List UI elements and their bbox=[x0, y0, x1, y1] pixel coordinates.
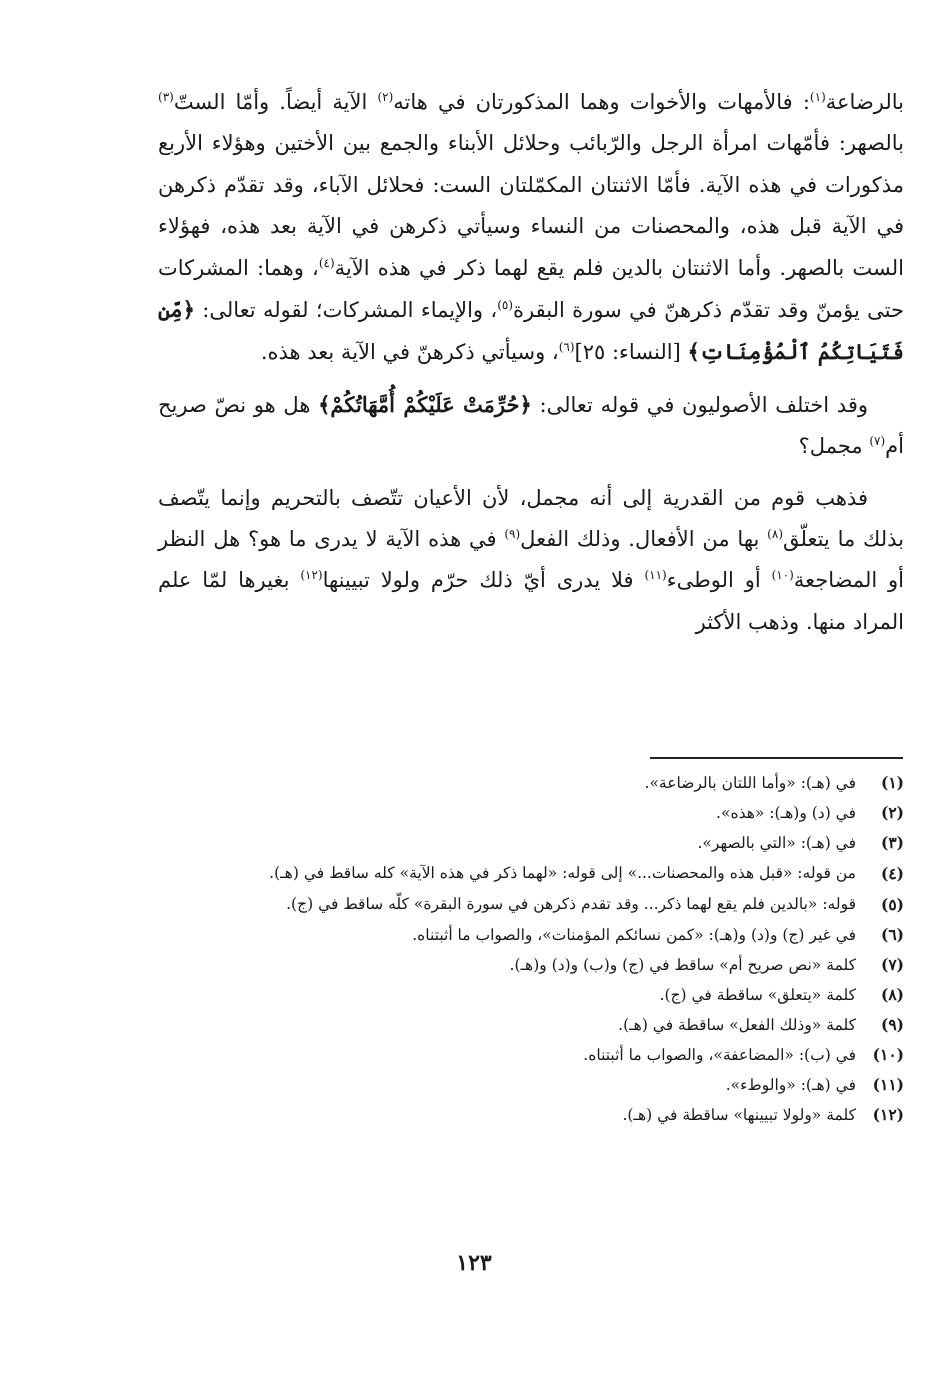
footnote-text: في (هـ): «والوطء». bbox=[725, 1076, 856, 1094]
footnote-number: (٦) bbox=[880, 925, 904, 944]
footnote-text: في غير (ج) و(د) و(هـ): «كمن نسائكم المؤمنات»، والصواب ما أثبتناه. bbox=[412, 926, 856, 944]
footnote-text: كلمة «نص صريح أم» ساقط في (ج) و(ب) و(د) و(هـ). bbox=[509, 956, 856, 974]
footnote-number: (٣) bbox=[880, 833, 904, 852]
page-number: ١٢٣ bbox=[456, 1250, 492, 1276]
footnote-ref: (٨) bbox=[767, 527, 783, 542]
text-run: ، والإيماء المشركات؛ لقوله تعالى: bbox=[194, 298, 498, 323]
footnote-number: (٤) bbox=[880, 864, 904, 883]
text-run: في هذه الآية لا يدرى ما هو؟ هل النظر أو المضاجعة bbox=[158, 527, 905, 593]
footnote-number: (٧) bbox=[880, 955, 904, 974]
footnote-item bbox=[158, 828, 904, 858]
footnote-ref: (٢) bbox=[377, 90, 394, 104]
quran-quote: ﴿مِّن فَتَيَاتِكُمُ ٱلْمُؤْمِنَاتِ﴾ bbox=[158, 297, 904, 365]
text-run: بها من الأفعال. وذلك الفعل bbox=[520, 527, 768, 552]
text-run: فلا يدرى أيّ ذلك حرّم ولولا تبيينها bbox=[322, 568, 645, 593]
footnote-number: (٢) bbox=[880, 803, 904, 822]
text-run: هل هو نصّ صريح أم bbox=[158, 392, 904, 459]
footnote-text: في (ب): «المضاعفة»، والصواب ما أثبتناه. bbox=[583, 1046, 856, 1064]
footnote-ref: (١٠) bbox=[771, 568, 794, 583]
footnote-number: (١٢) bbox=[872, 1105, 904, 1124]
footnote-item bbox=[158, 1040, 904, 1070]
footnote-text: كلمة «يتعلق» ساقطة في (ج). bbox=[659, 986, 856, 1004]
footnote-item bbox=[158, 1010, 904, 1040]
text-run: أو الوطىء bbox=[666, 568, 772, 593]
footnote-ref: (١) bbox=[809, 90, 826, 104]
text-run: ، وسيأتي ذكرهنّ في الآية بعد هذه. bbox=[260, 340, 559, 365]
footnote-ref: (٦) bbox=[558, 340, 575, 355]
text-run: بغيرها لمّا علم المراد منها. وذهب الأكثر bbox=[158, 568, 904, 634]
main-text bbox=[158, 82, 904, 643]
paragraph-3 bbox=[158, 478, 904, 644]
text-run: بالصهر: فأمّهات امرأة الرجل والرّبائب وحلائل الأبناء والجمع بين الأختين وهؤلاء الأربع مذكورات في هذه الآية. فأمّا الاثنتان المكمّلتان الست: فحلائل الآباء، وقد تقدّم ذكرهن في الآية قبل هذه، والمحصنات من النساء وسيأتي ذكرهن في الآية بعد هذه، فهؤلاء الست بالصهر. وأما الاثنتان بالدين فلم يقع لهما ذكر في هذه الآية bbox=[158, 131, 904, 280]
footnote-item bbox=[158, 1100, 904, 1130]
footnote-number: (٨) bbox=[880, 985, 904, 1004]
text-run: بالرضاعة bbox=[825, 90, 904, 114]
footnote-ref: (٥) bbox=[497, 298, 514, 313]
text-run: وقد اختلف الأصوليون في قوله تعالى: bbox=[531, 392, 869, 417]
text-run: الآية أيضاً. وأمّا الستّ bbox=[173, 90, 378, 114]
text-run: [النساء: ٢٥] bbox=[574, 340, 688, 365]
footnote-text: في (د) و(هـ): «هذه». bbox=[716, 804, 856, 822]
footnote-item bbox=[158, 768, 904, 798]
footnote-number: (٩) bbox=[880, 1015, 904, 1034]
footnote-ref: (٩) bbox=[504, 527, 521, 542]
footnote-number: (١٠) bbox=[872, 1045, 904, 1064]
footnote-text: من قوله: «قبل هذه والمحصنات...» إلى قوله: «لهما ذكر في هذه الآية» كله ساقط في (هـ). bbox=[269, 864, 856, 882]
footnote-ref: (٧) bbox=[869, 434, 886, 449]
text-run: : فالأمهات والأخوات وهما المذكورتان في هاته bbox=[393, 90, 810, 114]
text-run: مجمل؟ bbox=[798, 434, 870, 459]
footnotes-list bbox=[158, 768, 904, 1130]
text-run: ، وهما: المشركات حتى يؤمنّ وقد تقدّم ذكرهنّ في سورة البقرة bbox=[158, 255, 904, 323]
footnote-item bbox=[158, 1070, 904, 1100]
footnote-text: قوله: «بالدين فلم يقع لهما ذكر... وقد تقدم ذكرهن في سورة البقرة» كلّه ساقط في (ج). bbox=[286, 895, 856, 913]
footnote-item bbox=[158, 920, 904, 950]
footnote-number: (١) bbox=[880, 773, 904, 792]
footnote-text: كلمة «وذلك الفعل» ساقطة في (هـ). bbox=[618, 1016, 856, 1034]
footnote-text: في (هـ): «وأما اللتان بالرضاعة». bbox=[644, 774, 856, 792]
footnote-ref: (٤) bbox=[318, 255, 335, 270]
paragraph-1 bbox=[158, 82, 904, 374]
footnote-text: في (هـ): «التي بالصهر». bbox=[697, 834, 856, 852]
footnote-text: كلمة «ولولا تبيينها» ساقطة في (هـ). bbox=[622, 1106, 856, 1124]
footnote-ref: (٣) bbox=[158, 90, 174, 104]
footnote-item bbox=[158, 980, 904, 1010]
footnote-ref: (١٢) bbox=[300, 568, 323, 583]
footnote-separator bbox=[650, 757, 903, 759]
text-run: فذهب قوم من القدرية إلى أنه مجمل، لأن الأعيان تتّصف بالتحريم وإنما يتّصف بذلك ما يتعلّق bbox=[158, 485, 905, 552]
footnote-number: (٥) bbox=[880, 895, 904, 914]
footnote-item bbox=[158, 858, 904, 889]
footnote-number: (١١) bbox=[872, 1075, 904, 1094]
footnote-item bbox=[158, 798, 904, 828]
footnote-ref: (١١) bbox=[644, 568, 667, 583]
paragraph-2 bbox=[158, 384, 904, 468]
quran-quote: ﴿حُرِّمَتْ عَلَيْكُمْ أُمَّهَاتُكُمْ﴾ bbox=[318, 391, 532, 417]
footnote-item bbox=[158, 950, 904, 980]
footnote-item bbox=[158, 889, 904, 920]
